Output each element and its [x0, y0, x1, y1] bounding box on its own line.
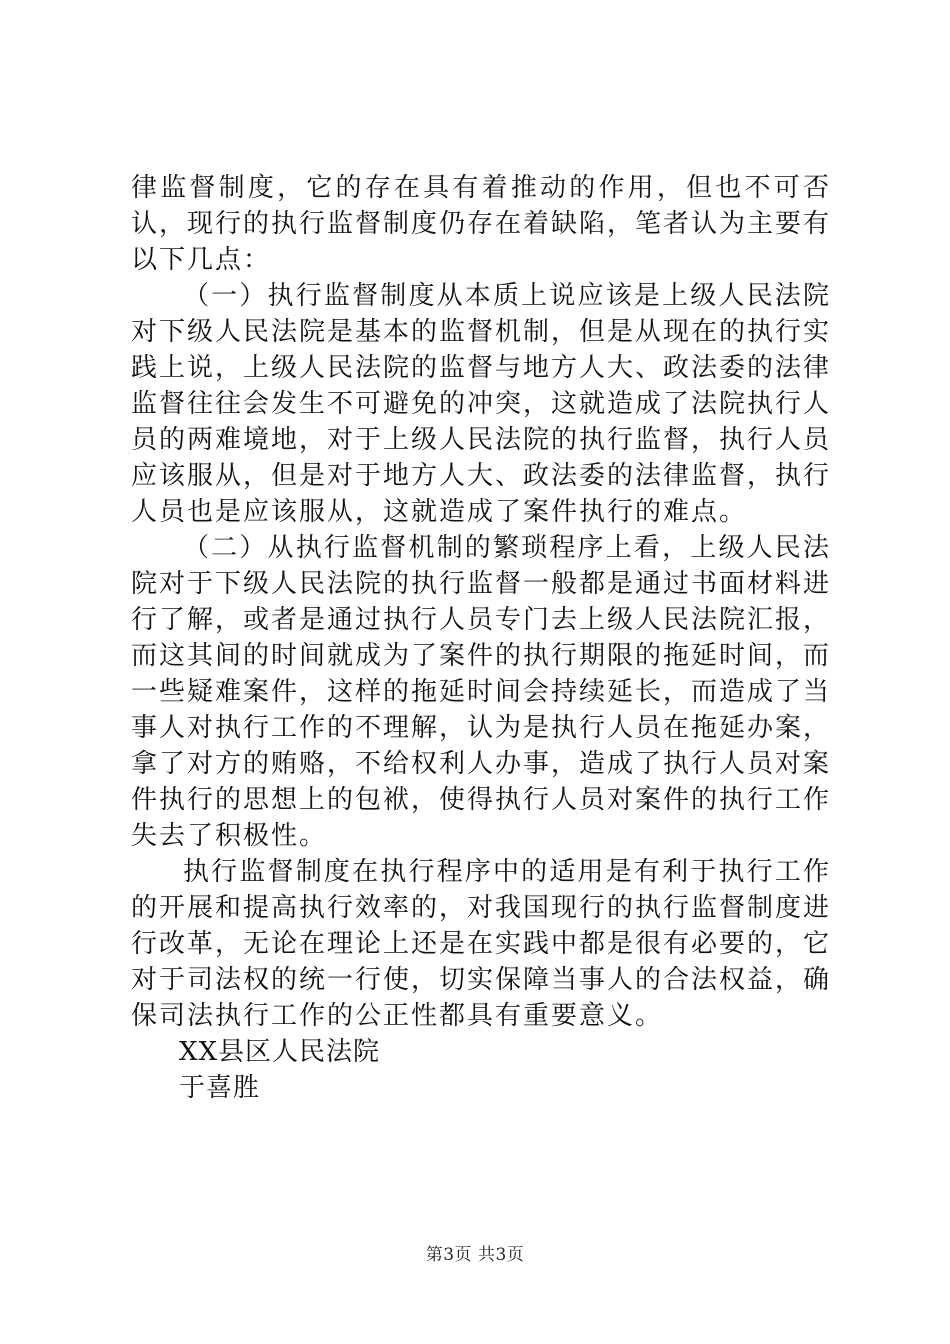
signature-author: 于喜胜 [179, 1073, 261, 1103]
paragraph-point-one: （一）执行监督制度从本质上说应该是上级人民法院对下级人民法院是基本的监督机制，但是从现在的执行实践上说，上级人民法院的监督与地方人大、政法委的法律监督往往会发生不可避免的冲突，这就造成了法院执行人员的两难境地，对于上级人民法院的执行监督，执行人员应该服从，但是对于地方人大、政法委的法律监督，执行人员也是应该服从，这就造成了案件执行的难点。 [131, 281, 832, 527]
page-number-footer: 第3页 共3页 [425, 1245, 525, 1265]
paragraph-continuation: 律监督制度，它的存在具有着推动的作用，但也不可否认，现行的执行监督制度仍存在着缺陷，笔者认为主要有以下几点： [131, 173, 832, 275]
paragraph-conclusion: 执行监督制度在执行程序中的适用是有利于执行工作的开展和提高执行效率的，对我国现行的执行监督制度进行改革，无论在理论上还是在实践中都是很有必要的，它对于司法权的统一行使，切实保障当事人的合法权益，确保司法执行工作的公正性都具有重要意义。 [131, 857, 832, 1031]
signature-organization: XX县区人民法院 [179, 1037, 381, 1067]
paragraph-point-two: （二）从执行监督机制的繁琐程序上看，上级人民法院对于下级人民法院的执行监督一般都是通过书面材料进行了解，或者是通过执行人员专门去上级人民法院汇报，而这其间的时间就成为了案件的执行期限的拖延时间，而一些疑难案件，这样的拖延时间会持续延长，而造成了当事人对执行工作的不理解，认为是执行人员在拖延办案，拿了对方的贿赂，不给权利人办事，造成了执行人员对案件执行的思想上的包袱，使得执行人员对案件的执行工作失去了积极性。 [131, 533, 832, 851]
document-body [131, 170, 831, 1106]
